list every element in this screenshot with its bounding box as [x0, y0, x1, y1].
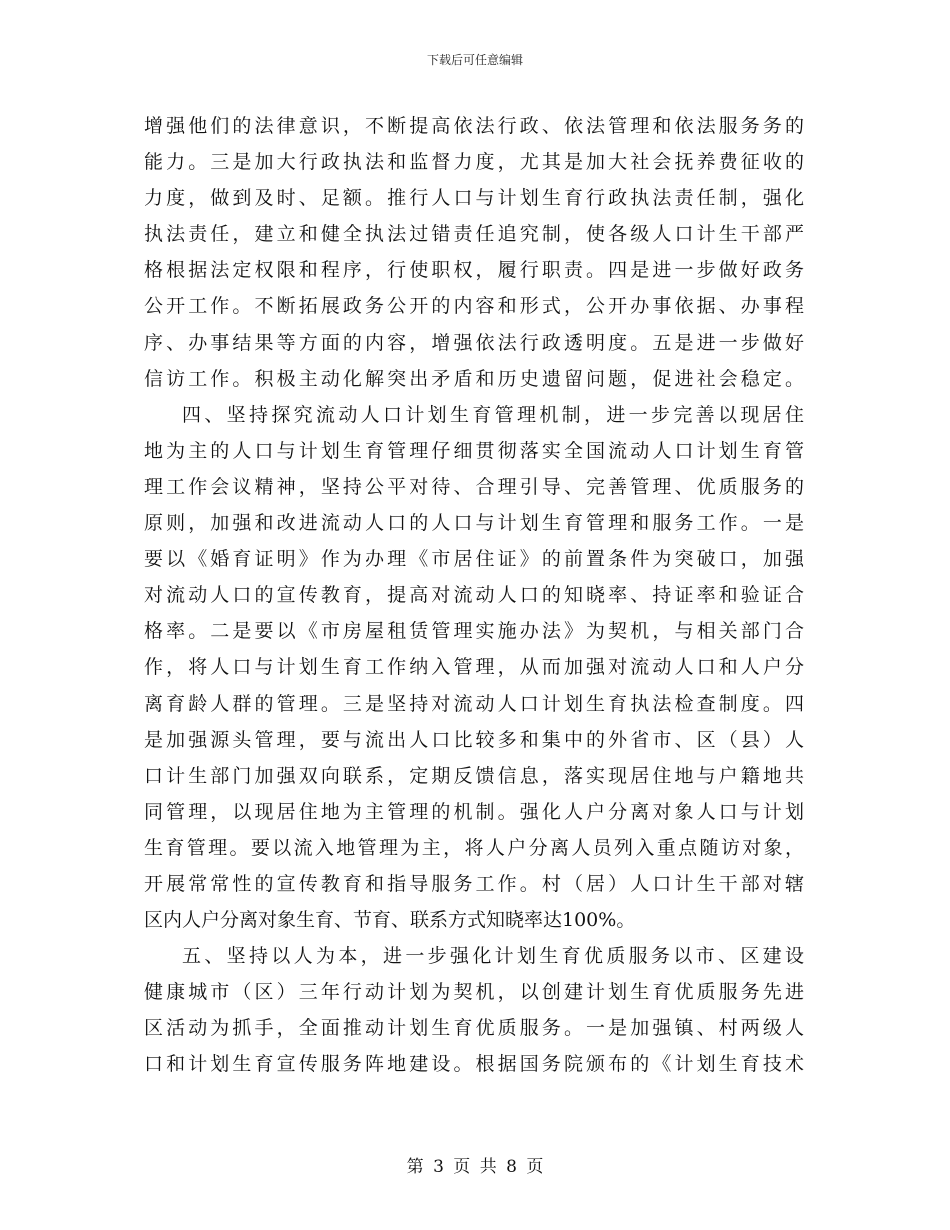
- text-line: 是加强源头管理，要与流出人口比较多和集中的外省市、区（县）人: [144, 728, 804, 751]
- text-line: 生育管理。要以流入地管理为主，将人户分离人员列入重点随访对象，: [144, 836, 804, 859]
- text-line: 对流动人口的宣传教育，提高对流动人口的知晓率、持证率和验证合: [144, 584, 804, 607]
- text-line: 格根据法定权限和程序，行使职权，履行职责。四是进一步做好政务: [144, 259, 804, 282]
- document-body: [144, 108, 804, 1083]
- text-line: 格率。二是要以《市房屋租赁管理实施办法》为契机，与相关部门合: [144, 620, 804, 643]
- text-line: 区内人户分离对象生育、节育、联系方式知晓率达100%。: [144, 909, 636, 932]
- text-line: 能力。三是加大行政执法和监督力度，尤其是加大社会抚养费征收的: [144, 151, 804, 174]
- page-number: 第 3 页 共 8 页: [406, 1157, 544, 1177]
- text-line: 地为主的人口与计划生育管理仔细贯彻落实全国流动人口计划生育管: [144, 439, 804, 462]
- text-line: 原则，加强和改进流动人口的人口与计划生育管理和服务工作。一是: [144, 512, 804, 535]
- text-line: 作，将人口与计划生育工作纳入管理，从而加强对流动人口和人户分: [144, 656, 804, 679]
- text-line: 开展常常性的宣传教育和指导服务工作。村（居）人口计生干部对辖: [144, 872, 804, 895]
- text-line: 序、办事结果等方面的内容，增强依法行政透明度。五是进一步做好: [144, 331, 804, 354]
- text-line: 信访工作。积极主动化解突出矛盾和历史遗留问题，促进社会稳定。: [144, 367, 804, 390]
- text-line: 区活动为抓手，全面推动计划生育优质服务。一是加强镇、村两级人: [144, 1017, 804, 1040]
- text-line: 要以《婚育证明》作为办理《市居住证》的前置条件为突破口，加强: [144, 548, 804, 571]
- text-line: 同管理，以现居住地为主管理的机制。强化人户分离对象人口与计划: [144, 800, 804, 823]
- text-line: 离育龄人群的管理。三是坚持对流动人口计划生育执法检查制度。四: [144, 692, 804, 715]
- paragraph-heading-line: 四、坚持探究流动人口计划生育管理机制，进一步完善以现居住: [182, 403, 804, 426]
- text-line: 口和计划生育宣传服务阵地建设。根据国务院颁布的《计划生育技术: [144, 1053, 804, 1076]
- paragraph-heading-line: 五、坚持以人为本，进一步强化计划生育优质服务以市、区建设: [182, 945, 804, 968]
- download-edit-note: 下载后可任意编辑: [426, 53, 523, 67]
- text-line: 力度，做到及时、足额。推行人口与计划生育行政执法责任制，强化: [144, 187, 804, 210]
- text-line: 口计生部门加强双向联系，定期反馈信息，落实现居住地与户籍地共: [144, 764, 804, 787]
- text-line: 增强他们的法律意识，不断提高依法行政、依法管理和依法服务务的: [144, 115, 804, 137]
- text-line: 公开工作。不断拓展政务公开的内容和形式，公开办事依据、办事程: [144, 295, 804, 318]
- text-line: 健康城市（区）三年行动计划为契机，以创建计划生育优质服务先进: [144, 981, 804, 1004]
- text-line: 理工作会议精神，坚持公平对待、合理引导、完善管理、优质服务的: [144, 475, 804, 498]
- text-line: 执法责任，建立和健全执法过错责任追究制，使各级人口计生干部严: [144, 223, 804, 246]
